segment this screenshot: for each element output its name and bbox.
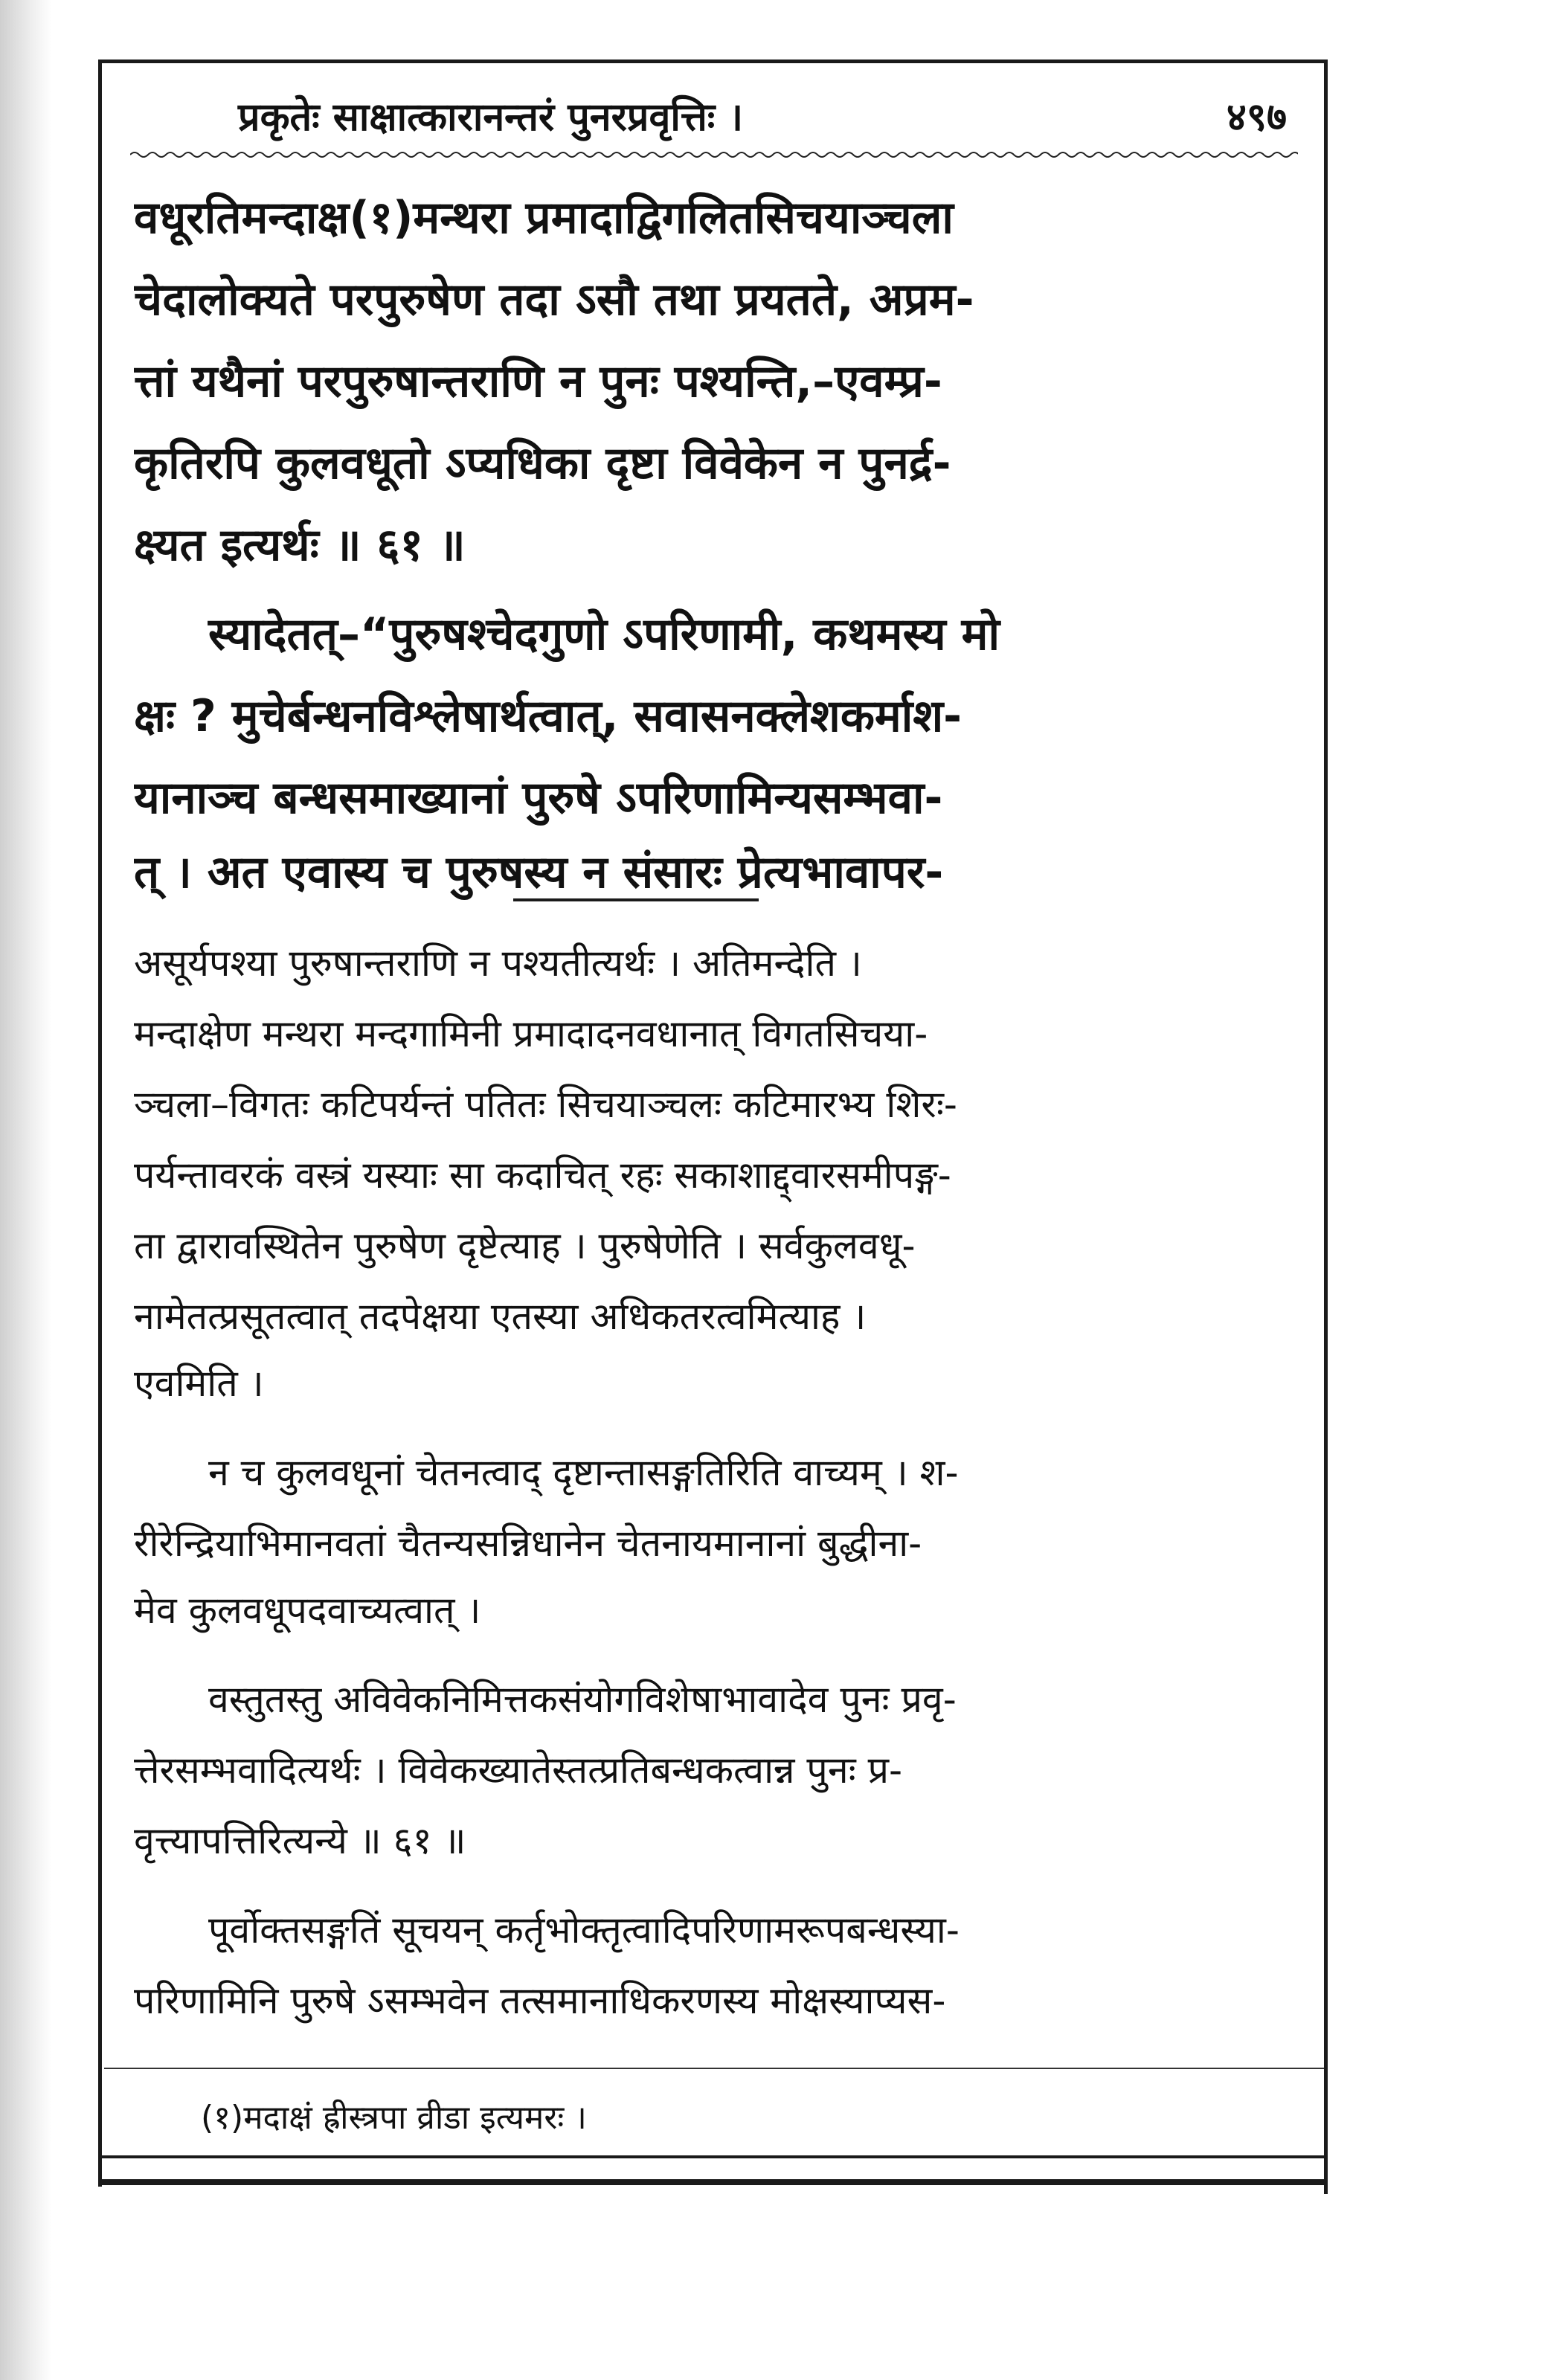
commentary-line: नामेतत्प्रसूतत्वात् तदपेक्षया एतस्या अधिकतरत्वमित्याह । <box>134 1295 867 1338</box>
commentary-line: वस्तुतस्तु अविवेकनिमित्तकसंयोगविशेषाभावादेव पुनः प्रवृ- <box>208 1678 957 1721</box>
frame-bottom-rule-thick <box>98 2179 1328 2185</box>
page-header <box>134 82 1294 149</box>
frame-right-rule <box>1324 60 1328 2194</box>
main-text-line: चेदालोक्यते परपुरुषेण तदा ऽसौ तथा प्रयतते, अप्रम- <box>134 274 974 326</box>
main-text-line: क्षः ? मुचेर्बन्धनविश्लेषार्थत्वात्, सवासनक्लेशकर्माश- <box>134 690 962 742</box>
commentary-line: रीरेन्द्रियाभिमानवतां चैतन्यसन्निधानेन चेतनायमानानां बुद्धीना- <box>134 1522 922 1565</box>
page-binding-shadow <box>0 0 52 2380</box>
commentary-line: ञ्चला–विगतः कटिपर्यन्तं पतितः सिचयाञ्चलः कटिमारभ्य शिरः- <box>134 1083 957 1126</box>
commentary-line: ता द्वारावस्थितेन पुरुषेण दृष्टेत्याह । पुरुषेणेति । सर्वकुलवधू- <box>134 1224 916 1267</box>
main-text-line: वधूरतिमन्दाक्ष(१)मन्थरा प्रमादाद्विगलितसिचयाञ्चला <box>134 192 954 244</box>
commentary-line: त्तेरसम्भवादित्यर्थः । विवेकख्यातेस्तत्प्रतिबन्धकत्वान्न पुनः प्र- <box>134 1749 903 1792</box>
main-text-line: त् । अत एवास्य च पुरुषस्य न संसारः प्रेत्यभावापर- <box>134 846 944 898</box>
commentary-line: मन्दाक्षेण मन्थरा मन्दगामिनी प्रमादादनवधानात् विगतसिचया- <box>134 1012 928 1055</box>
main-text-line: त्तां यथैनां परपुरुषान्तराणि न पुनः पश्यन्ति,–एवम्प्र- <box>134 356 942 408</box>
footnote: (१)मदाक्षं ह्रीस्त्रपा व्रीडा इत्यमरः । <box>201 2099 587 2137</box>
commentary-line: असूर्यपश्या पुरुषान्तराणि न पश्यतीत्यर्थः । अतिमन्देति । <box>134 942 862 985</box>
commentary-line: परिणामिनि पुरुषे ऽसम्भवेन तत्समानाधिकरणस्य मोक्षस्याप्यस- <box>134 1979 946 2022</box>
frame-top-rule <box>98 60 1328 63</box>
commentary-line: एवमिति । <box>134 1362 264 1405</box>
main-text-line: यानाञ्च बन्धसमाख्यानां पुरुषे ऽपरिणामिन्यसम्भवा- <box>134 772 943 824</box>
main-text-line: क्ष्यत इत्यर्थः ॥ ६१ ॥ <box>134 519 466 571</box>
text-separator-rule <box>513 898 759 901</box>
header-wavy-rule <box>130 147 1298 162</box>
footnote-rule <box>104 2068 1324 2069</box>
frame-bottom-rule-thin <box>98 2155 1328 2158</box>
main-text-line: स्यादेतत्–“पुरुषश्चेदगुणो ऽपरिणामी, कथमस्य मो <box>208 608 1000 660</box>
running-head: प्रकृतेः साक्षात्कारानन्तरं पुनरप्रवृत्तिः । <box>238 95 744 140</box>
commentary-line: पूर्वोक्तसङ्गतिं सूचयन् कर्तृभोक्तृत्वादिपरिणामरूपबन्धस्या- <box>208 1908 960 1952</box>
commentary-line: न च कुलवधूनां चेतनत्वाद् दृष्टान्तासङ्गतिरिति वाच्यम् । श- <box>208 1451 959 1494</box>
commentary-line: मेव कुलवधूपदवाच्यत्वात् । <box>134 1589 481 1632</box>
page-number: ४९७ <box>1226 95 1287 140</box>
commentary-line: वृत्त्यापत्तिरित्यन्ये ॥ ६१ ॥ <box>134 1819 466 1862</box>
commentary-line: पर्यन्तावरकं वस्त्रं यस्याः सा कदाचित् रहः सकाशाद्द्वारसमीपङ्ग- <box>134 1154 951 1197</box>
main-text-line: कृतिरपि कुलवधूतो ऽप्यधिका दृष्टा विवेकेन न पुनर्द्र- <box>134 437 951 489</box>
frame-left-rule <box>98 60 102 2187</box>
